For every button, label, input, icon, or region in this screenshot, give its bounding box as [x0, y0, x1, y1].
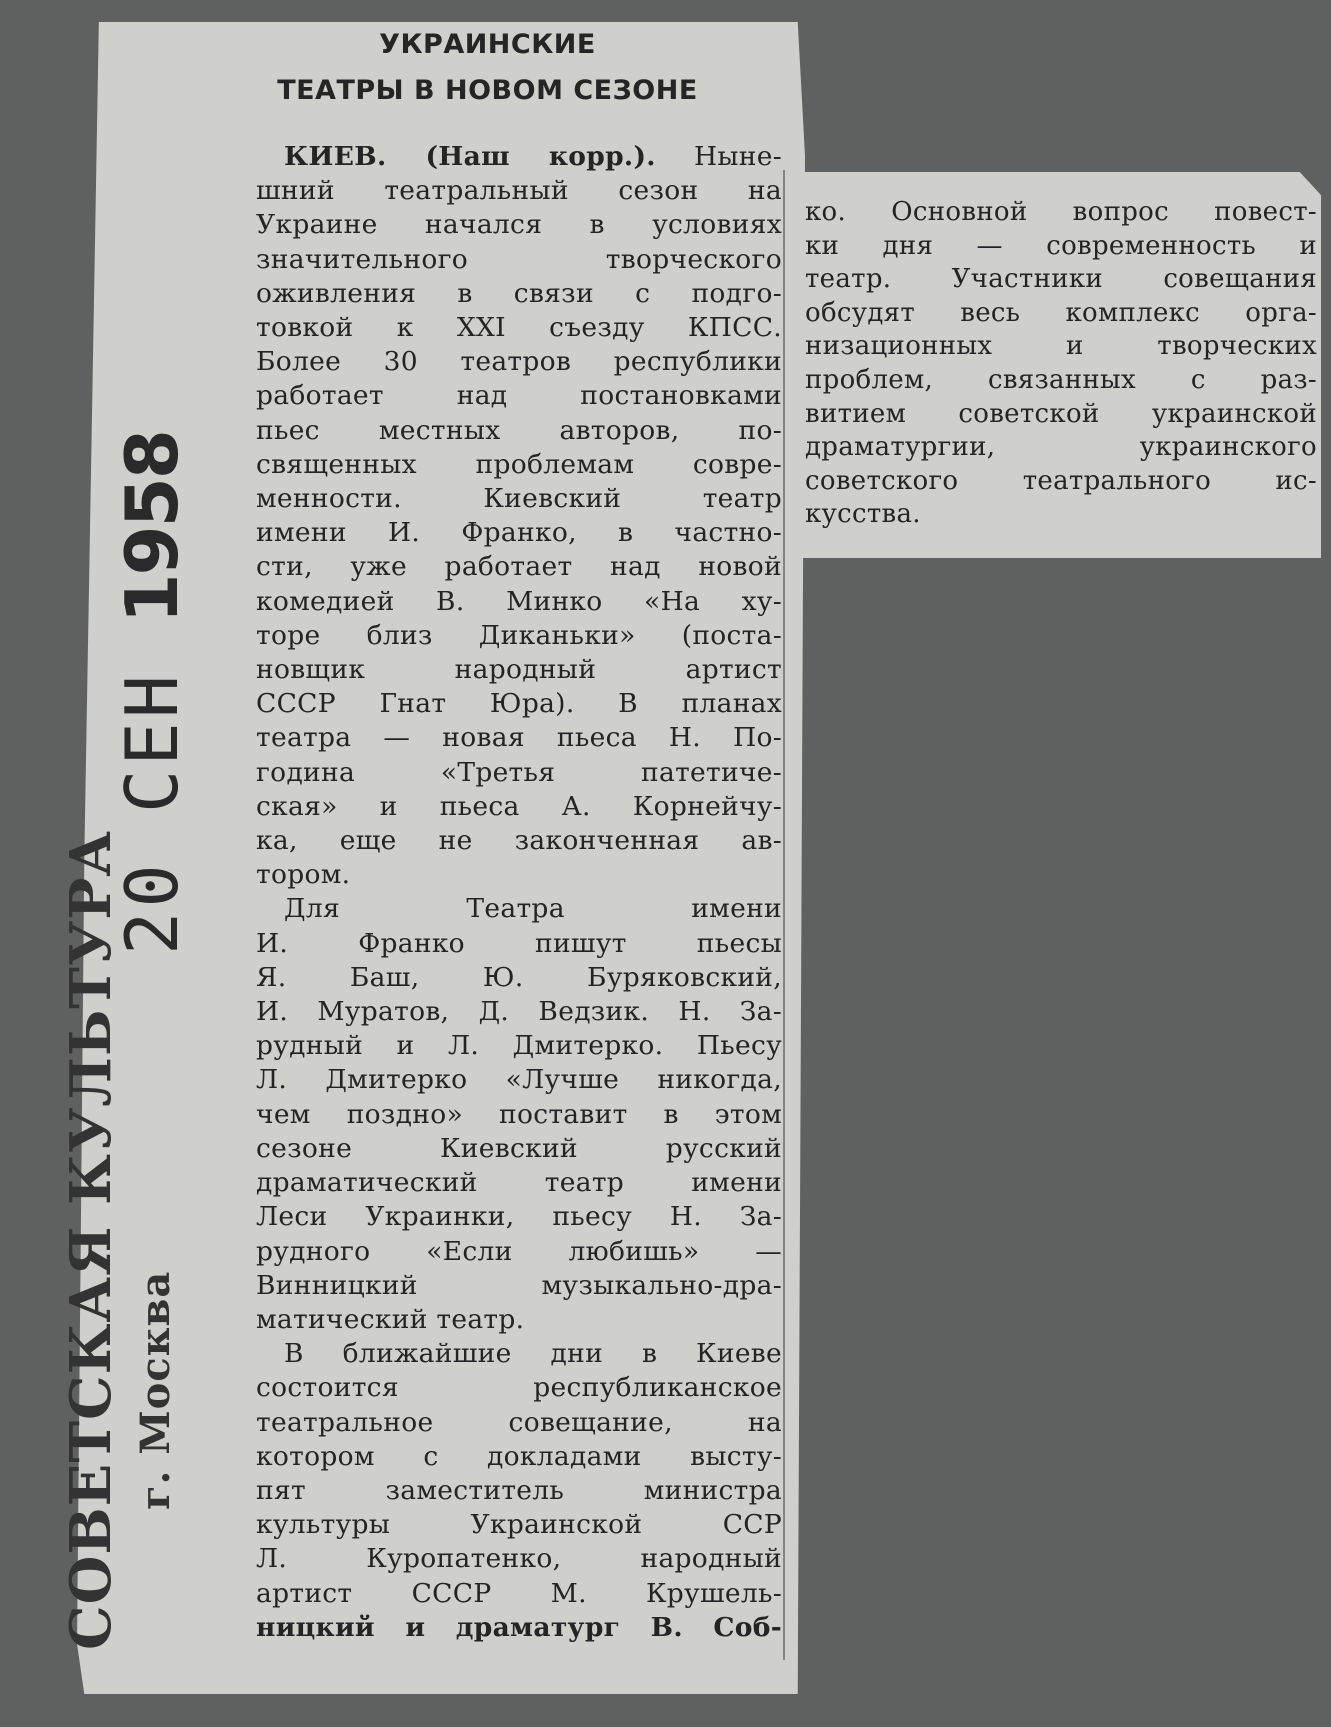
- text-line: драматургии, украинского: [805, 432, 1317, 463]
- text-line: проблем, связанных с раз-: [805, 364, 1317, 395]
- text-line: тором.: [256, 859, 351, 891]
- text-line: ницкий и драматург В. Соб-: [256, 1611, 782, 1643]
- text-line: товкой к XXI съезду КПСС.: [256, 312, 782, 344]
- text-line: драматический театр имени: [256, 1167, 782, 1199]
- text-line: Леси Украинки, пьесу Н. За-: [256, 1201, 782, 1233]
- newspaper-stamp: СОВЕТСКАЯ КУЛЬТУРА: [58, 830, 124, 1650]
- text-line: И. Франко пишут пьесы: [256, 927, 782, 959]
- text-line: артист СССР М. Крушель-: [256, 1577, 782, 1609]
- text-line: низационных и творческих: [805, 331, 1317, 362]
- text-line: значительного творческого: [256, 243, 782, 275]
- text-line: сезоне Киевский русский: [256, 1132, 782, 1164]
- text-line: менности. Киевский театр: [256, 483, 782, 515]
- text-line: И. Муратов, Д. Ведзик. Н. За-: [256, 996, 782, 1028]
- text-line: комедией В. Минко «На ху-: [256, 585, 782, 617]
- text-line: В ближайшие дни в Киеве: [284, 1338, 782, 1370]
- text-line: рудного «Если любишь» —: [256, 1235, 782, 1267]
- text-line: котором с докладами высту-: [256, 1440, 782, 1472]
- text-line: пят заместитель министра: [256, 1474, 782, 1506]
- dateline: КИЕВ. (Наш корр.).: [284, 141, 656, 172]
- text-line: театра — новая пьеса Н. По-: [256, 722, 782, 754]
- text-line: сти, уже работает над новой: [256, 551, 782, 583]
- text-line: Украине начался в условиях: [256, 209, 782, 241]
- date-stamp-year: 1958: [110, 431, 194, 624]
- text-line: чем поздно» поставит в этом: [256, 1098, 782, 1130]
- text-line: новщик народный артист: [256, 654, 782, 686]
- text-line: Для Театра имени: [284, 893, 782, 925]
- text-line: Винницкий музыкально-дра-: [256, 1269, 782, 1301]
- text-line: ка, еще не законченная ав-: [256, 825, 782, 857]
- text-line-rest: Ныне-: [655, 141, 782, 172]
- text-line: театр. Участники совещания: [805, 264, 1317, 295]
- article-continuation-column: [805, 196, 1317, 532]
- text-line: торе близ Диканьки» (поста-: [256, 619, 782, 651]
- headline-line: ТЕАТРЫ В НОВОМ СЕЗОНЕ: [277, 75, 698, 106]
- article-headline: [255, 22, 720, 114]
- text-line: матический театр.: [256, 1303, 525, 1335]
- text-line: советского театрального ис-: [805, 465, 1317, 496]
- text-line: Более 30 театров республики: [256, 346, 782, 378]
- text-line: [256, 140, 782, 174]
- text-line: година «Третья патетиче-: [256, 756, 782, 788]
- column-divider: [783, 170, 785, 1660]
- text-line: витием советской украинской: [805, 398, 1317, 429]
- text-line: культуры Украинской ССР: [256, 1509, 782, 1541]
- text-line: рудный и Л. Дмитерко. Пьесу: [256, 1030, 782, 1062]
- text-line: театральное совещание, на: [256, 1406, 782, 1438]
- text-line: обсудят весь комплекс орга-: [805, 297, 1317, 328]
- text-line: пьес местных авторов, по-: [256, 414, 782, 446]
- text-line: ская» и пьеса А. Корнейчу-: [256, 790, 782, 822]
- city-stamp: г. Москва: [132, 1270, 179, 1510]
- text-line: состоится республиканское: [256, 1372, 782, 1404]
- headline-line: УКРАИНСКИЕ: [379, 29, 596, 60]
- text-line: Л. Куропатенко, народный: [256, 1543, 782, 1575]
- text-line: Л. Дмитерко «Лучше никогда,: [256, 1064, 782, 1096]
- text-line: кусства.: [805, 499, 921, 530]
- article-main-column: [256, 140, 782, 1645]
- text-line: имени И. Франко, в частно-: [256, 517, 782, 549]
- text-line: работает над постановками: [256, 380, 782, 412]
- text-line: Я. Баш, Ю. Буряковский,: [256, 961, 782, 993]
- date-stamp-day-month: 20 СЕН: [110, 670, 194, 955]
- text-line: священных проблемам совре-: [256, 448, 782, 480]
- text-line: ко. Основной вопрос повест-: [805, 197, 1317, 227]
- text-line: шний театральный сезон на: [256, 175, 782, 207]
- text-line: оживления в связи с подго-: [256, 277, 782, 309]
- text-line: ки дня — современность и: [805, 230, 1317, 261]
- text-line: СССР Гнат Юра). В планах: [256, 688, 782, 720]
